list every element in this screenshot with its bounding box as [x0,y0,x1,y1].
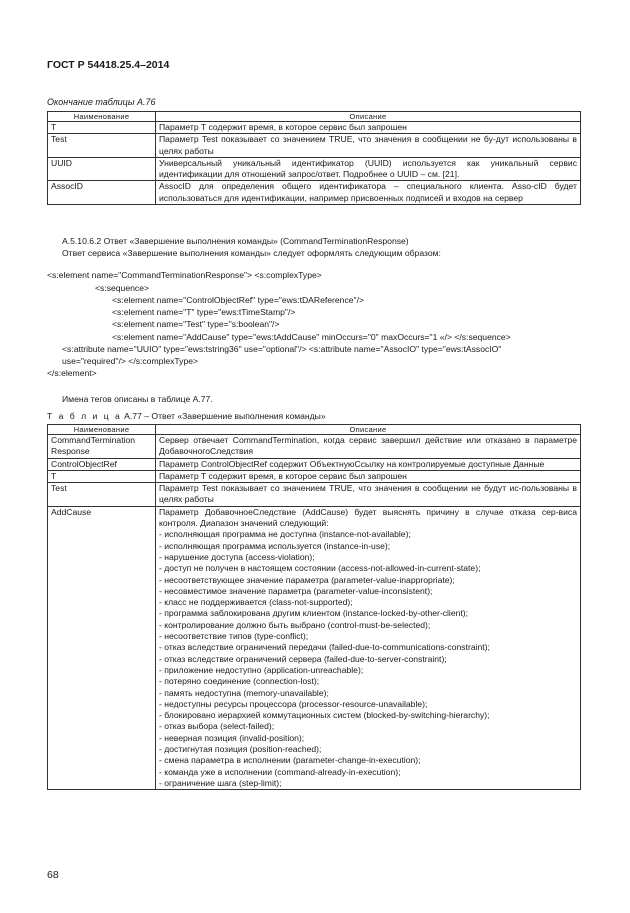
list-item: - неверная позиция (invalid-position); [159,732,305,743]
table-row [48,470,581,482]
table-row [48,181,581,205]
table-row [48,157,581,181]
code-line: <s:element name="T" type="ews:tTimeStamp"/> [112,307,296,317]
row-description: AssocID для определения общего идентификатора – специального клиента. Asso-cID будет использоваться для идентификации, например присвоенных подписей и входов на сервер [156,181,581,205]
code-line: <s:element name="AddCause" type="ews:tAddCause" minOccurs="0" maxOccurs="1 «/> </s:sequence> [112,332,511,342]
list-item: - исполняющая программа используется (instance-in-use); [159,540,391,551]
list-item: - отказ вследствие ограничений сервера (failed-due-to-server-constraint); [159,653,447,664]
table2-caption-prefix: Т а б л и ц а [47,411,122,421]
row-name: T [48,470,156,482]
list-item: - смена параметра в исполнении (parameter-change-in-execution); [159,755,421,766]
row-name: Test [48,134,156,158]
table2-caption [47,411,326,422]
code-line: use="required"/> </s:complexType> [62,356,199,366]
column-header-description: Описание [156,425,581,435]
addcause-intro: Параметр ДобавочноеСледствие (AddCause) будет выяснять причину в случае отказа сер-виса контроля. Диапазон значений следующий: [159,506,577,529]
list-item: - блокировано иерархией коммутационных систем (blocked-by-switching-hierarchy); [159,710,490,721]
tags-note: Имена тегов описаны в таблице А.77. [62,394,213,404]
list-item: - контролирование должно быть выбрано (control-must-be-selected); [159,619,431,630]
list-item: - доступ не получен в настоящем состоянии (access-not-allowed-in-current-state); [159,563,481,574]
table-a77 [47,424,581,790]
row-name: ControlObjectRef [48,458,156,470]
table-row [48,506,581,789]
section-heading: А.5.10.6.2 Ответ «Завершение выполнения команды» (CommandTerminationResponse) [62,236,409,246]
page-number: 68 [47,869,59,881]
table-row [48,458,581,470]
row-description: Сервер отвечает CommandTermination, когда сервис завершил действие или отказано в параметре ДобавочногоСледствия [156,435,581,459]
code-line: <s:element name="ControlObjectRef" type="ews:tDAReference"/> [112,295,364,305]
list-item: - отказ вследствие ограничений передачи (failed-due-to-communications-constraint); [159,642,490,653]
table-row [48,122,581,134]
row-name: AssocID [48,181,156,205]
code-line: </s:element> [47,368,97,378]
row-name: Test [48,483,156,507]
code-line: <s:attribute name="UUIO" type="ews:tstring36" use="optional"/> <s:attribute name="AssocIO" type="ews:tAssocIO" [62,344,502,354]
code-line: <s:sequence> [95,283,149,293]
code-line: <s:element name="CommandTerminationResponse"> <s:complexType> [47,270,322,280]
table2-caption-title: А.77 – Ответ «Завершение выполнения команды» [121,411,326,421]
list-item: - несоответствие типов (type-conflict); [159,631,309,642]
list-item: - нарушение доступа (access-violation); [159,551,315,562]
row-description: Универсальный уникальный идентификатор (UUID) используется как уникальный сервис идентификации для отношений запрос/ответ. Подробнее о UUID – см. [21]. [156,157,581,181]
list-item: - исполняющая программа не доступна (instance-not-available); [159,529,411,540]
table1-caption: Окончание таблицы А.76 [47,97,156,107]
section-intro: Ответ сервиса «Завершение выполнения команды» следует оформлять следующим образом: [62,248,441,258]
list-item: - класс не поддерживается (class-not-supported); [159,597,353,608]
table-header-row [48,112,581,122]
row-name: AddCause [48,506,156,789]
column-header-description: Описание [156,112,581,122]
table-row [48,435,581,459]
row-description: Параметр Test показывает со значением TRUE, что значения в сообщении не будут ис-пользованы в целях работы [156,483,581,507]
table-row [48,483,581,507]
row-name: T [48,122,156,134]
list-item: - команда уже в исполнении (command-already-in-execution); [159,766,401,777]
list-item: - достигнутая позиция (position-reached); [159,744,322,755]
list-item: - приложение недоступно (application-unreachable); [159,664,364,675]
row-description: Параметр T содержит время, в которое сервис был запрошен [156,122,581,134]
list-item: - ограничение шага (step-limit); [159,777,282,788]
row-description [156,506,581,789]
list-item: - потеряно соединение (connection-lost); [159,676,320,687]
column-header-name: Наименование [48,425,156,435]
list-item: - программа заблокирована другим клиентом (instance-locked-by-other-client); [159,608,469,619]
list-item: - несоответствующее значение параметра (parameter-value-inappropriate); [159,574,455,585]
column-header-name: Наименование [48,112,156,122]
table-row [48,134,581,158]
list-item: - отказ выбора (select-failed); [159,721,275,732]
list-item: - несовместимое значение параметра (parameter-value-inconsistent); [159,585,433,596]
row-name: CommandTermination Response [48,435,156,459]
document-header: ГОСТ Р 54418.25.4–2014 [47,59,170,71]
list-item: - недоступны ресурсы процессора (processor-resource-unavailable); [159,698,428,709]
row-description: Параметр ControlObjectRef содержит ОбъектнуюСсылку на контролируемые доступные Данные [156,458,581,470]
row-description: Параметр T содержит время, в которое сервис был запрошен [156,470,581,482]
row-description: Параметр Test показывает со значением TRUE, что значения в сообщении не бу-дут использованы в целях работы [156,134,581,158]
table-header-row [48,425,581,435]
code-line: <s:element name="Test" type="s:boolean"/> [112,319,280,329]
row-name: UUID [48,157,156,181]
list-item: - память недоступна (memory-unavailable); [159,687,329,698]
table-a76-end [47,111,581,205]
